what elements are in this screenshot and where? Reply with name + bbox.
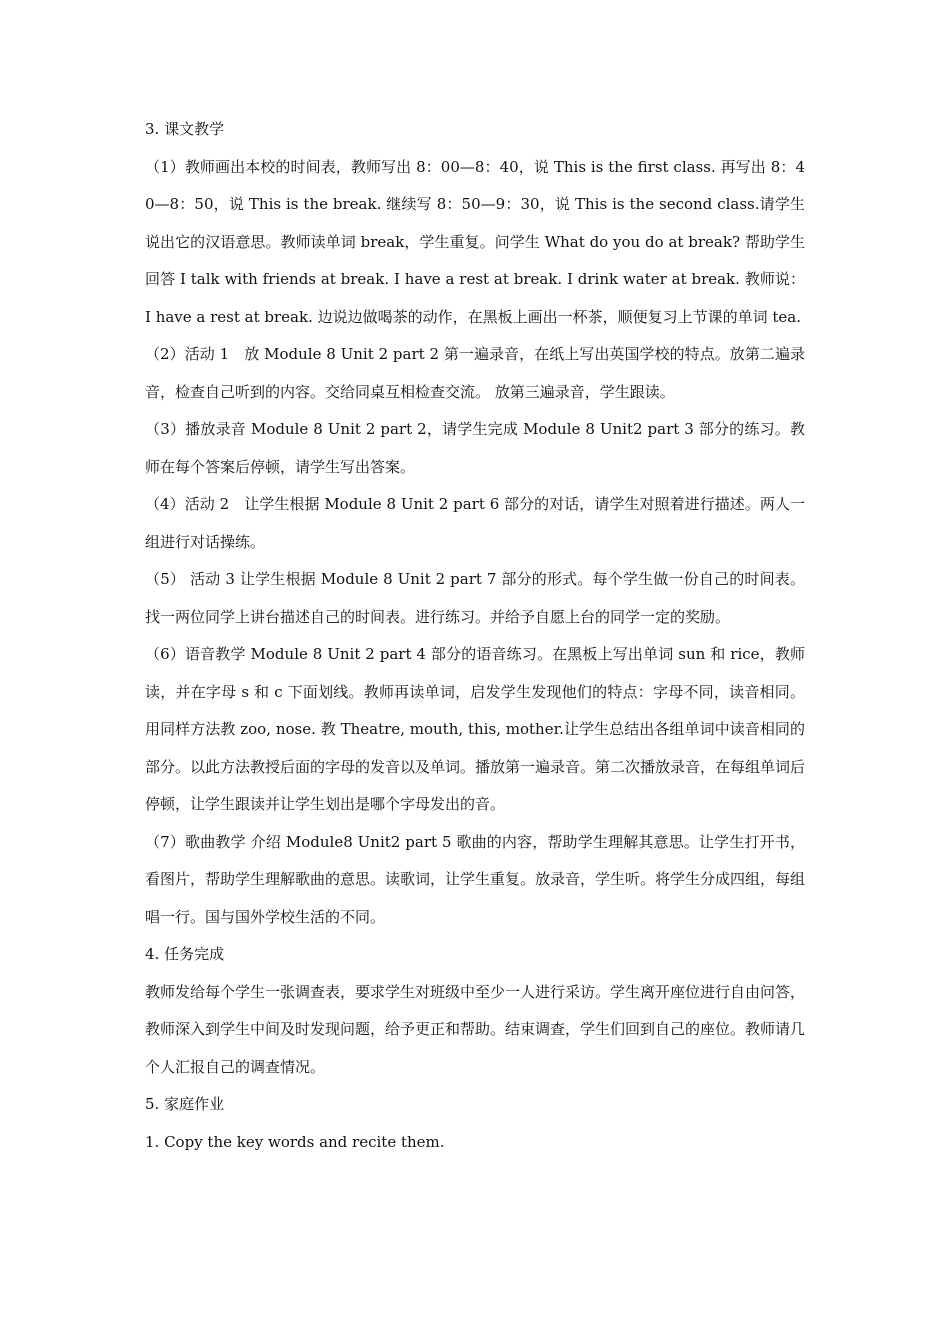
section-3-paragraph-1: （1）教师画出本校的时间表，教师写出 8：00—8：40，说 This is the first class. 再写出 8：40—8：50，说 This is the break. 继续写 8：50—9：30，说 This is the second class.请学生说出它的汉语意思。教师读单词 break，学生重复。问学生 What do you do at break? 帮助学生回答 I talk with friends at break. I have a rest at break. I drink water at break. 教师说：I have a rest at break. 边说边做喝茶的动作，在黑板上画出一杯茶，顺便复习上节课的单词 tea. bbox=[145, 157, 805, 326]
section-4-heading: 4. 任务完成 bbox=[145, 945, 225, 963]
section-3-paragraph-4: （4）活动 2 让学生根据 Module 8 Unit 2 part 6 部分的对话，请学生对照着进行描述。两人一组进行对话操练。 bbox=[145, 495, 805, 551]
section-3-heading: 3. 课文教学 bbox=[145, 120, 225, 138]
section-3-paragraph-7: （7）歌曲教学 介绍 Module8 Unit2 part 5 歌曲的内容，帮助学生理解其意思。让学生打开书，看图片，帮助学生理解歌曲的意思。读歌词，让学生重复。放录音，学生听。将学生分成四组，每组唱一行。国与国外学校生活的不同。 bbox=[145, 832, 806, 926]
homework-item-1: 1. Copy the key words and recite them. bbox=[145, 1132, 445, 1151]
document-page bbox=[145, 111, 805, 1161]
section-3-paragraph-5: （5） 活动 3 让学生根据 Module 8 Unit 2 part 7 部分的形式。每个学生做一份自己的时间表。找一两位同学上讲台描述自己的时间表。进行练习。并给予自愿上台的同学一定的奖励。 bbox=[145, 570, 805, 626]
section-4-paragraph-1: 教师发给每个学生一张调查表，要求学生对班级中至少一人进行采访。学生离开座位进行自由问答，教师深入到学生中间及时发现问题，给予更正和帮助。结束调查，学生们回到自己的座位。教师请几个人汇报自己的调查情况。 bbox=[145, 982, 806, 1076]
section-3-paragraph-3: （3）播放录音 Module 8 Unit 2 part 2，请学生完成 Module 8 Unit2 part 3 部分的练习。教师在每个答案后停顿，请学生写出答案。 bbox=[145, 420, 805, 476]
section-3-paragraph-2: （2）活动 1 放 Module 8 Unit 2 part 2 第一遍录音，在纸上写出英国学校的特点。放第二遍录音，检查自己听到的内容。交给同桌互相检查交流。 放第三遍录音，学生跟读。 bbox=[145, 345, 805, 401]
section-5-heading: 5. 家庭作业 bbox=[145, 1095, 225, 1113]
section-3-paragraph-6: （6）语音教学 Module 8 Unit 2 part 4 部分的语音练习。在黑板上写出单词 sun 和 rice，教师读，并在字母 s 和 c 下面划线。教师再读单词，启发学生发现他们的特点：字母不同，读音相同。用同样方法教 zoo, nose. 教 Theatre, mouth, this, mother.让学生总结出各组单词中读音相同的部分。以此方法教授后面的字母的发音以及单词。播放第一遍录音。第二次播放录音，在每组单词后停顿，让学生跟读并让学生划出是哪个字母发出的音。 bbox=[145, 645, 806, 813]
